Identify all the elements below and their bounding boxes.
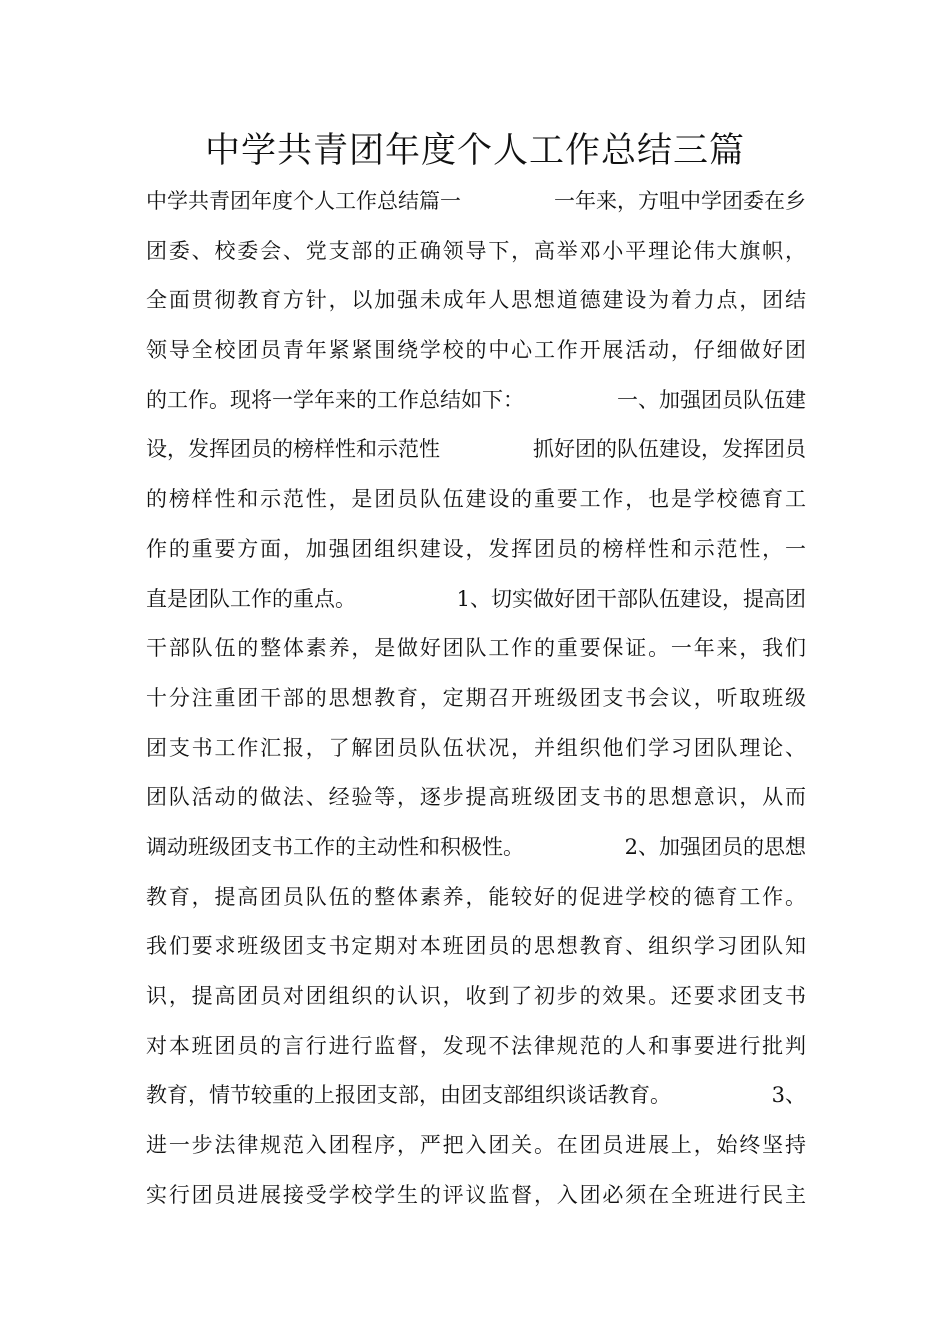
text-line	[146, 475, 806, 525]
text-line	[146, 425, 806, 475]
text-segment: 进一步法律规范入团程序，严把入团关。在团员进展上，始终坚持	[146, 1133, 806, 1158]
text-segment: 干部队伍的整体素养，是做好团队工作的重要保证。一年来，我们	[146, 636, 806, 661]
text-segment: 一年来，方咀中学团委在乡	[554, 189, 806, 213]
text-line	[146, 1022, 806, 1072]
document-title: 中学共青团年度个人工作总结三篇	[204, 131, 745, 171]
text-segment: 2、加强团员的思想	[624, 834, 806, 859]
text-line	[146, 823, 806, 873]
text-line	[146, 177, 806, 227]
text-segment: 实行团员进展接受学校学生的评议监督，入团必须在全班进行民主	[146, 1182, 806, 1207]
text-line	[146, 873, 806, 923]
text-line	[146, 773, 806, 823]
text-segment: 直是团队工作的重点。	[146, 586, 356, 611]
text-segment: 中学共青团年度个人工作总结篇一	[146, 189, 461, 213]
text-segment: 对本班团员的言行进行监督，发现不法律规范的人和事要进行批判	[146, 1033, 806, 1058]
text-line	[146, 624, 806, 674]
text-segment: 十分注重团干部的思想教育，定期召开班级团支书会议，听取班级	[146, 685, 806, 710]
text-line	[146, 326, 806, 376]
text-line	[146, 922, 806, 972]
text-segment: 教育，提高团员队伍的整体素养，能较好的促进学校的德育工作。	[146, 884, 806, 909]
text-line	[146, 376, 806, 426]
text-line	[146, 575, 806, 625]
text-segment: 1、切实做好团干部队伍建设，提高团	[456, 586, 806, 611]
text-segment: 领导全校团员青年紧紧围绕学校的中心工作开展活动，仔细做好团	[146, 338, 806, 363]
text-line	[146, 525, 806, 575]
text-line	[146, 724, 806, 774]
text-segment: 一、加强团员队伍建	[617, 387, 806, 412]
text-segment: 我们要求班级团支书定期对本班团员的思想教育、组织学习团队知	[146, 934, 806, 959]
text-line	[146, 1121, 806, 1171]
text-segment: 设，发挥团员的榜样性和示范性	[146, 437, 440, 462]
document-body	[146, 177, 806, 1220]
text-segment: 作的重要方面，加强团组织建设，发挥团员的榜样性和示范性，一	[146, 536, 806, 561]
text-line	[146, 1171, 806, 1221]
text-segment: 教育，情节较重的上报团支部，由团支部组织谈话教育。	[146, 1083, 671, 1108]
text-segment: 全面贯彻教育方针，以加强未成年人思想道德建设为着力点，团结	[146, 288, 806, 313]
text-line	[146, 972, 806, 1022]
text-segment: 识，提高团员对团组织的认识，收到了初步的效果。还要求团支书	[146, 984, 806, 1008]
text-line	[146, 276, 806, 326]
text-segment: 的榜样性和示范性，是团员队伍建设的重要工作，也是学校德育工	[146, 487, 806, 512]
text-line	[146, 674, 806, 724]
text-segment: 的工作。现将一学年来的工作总结如下：	[146, 387, 524, 412]
text-segment: 团队活动的做法、经验等，逐步提高班级团支书的思想意识，从而	[146, 785, 806, 810]
text-segment: 3、	[771, 1083, 806, 1108]
text-segment: 团支书工作汇报，了解团员队伍状况，并组织他们学习团队理论、	[146, 735, 806, 760]
text-line	[146, 1071, 806, 1121]
text-segment: 调动班级团支书工作的主动性和积极性。	[146, 834, 524, 859]
text-line	[146, 227, 806, 277]
text-segment: 团委、校委会、党支部的正确领导下，高举邓小平理论伟大旗帜，	[146, 238, 806, 263]
text-segment: 抓好团的队伍建设，发挥团员	[533, 437, 806, 462]
